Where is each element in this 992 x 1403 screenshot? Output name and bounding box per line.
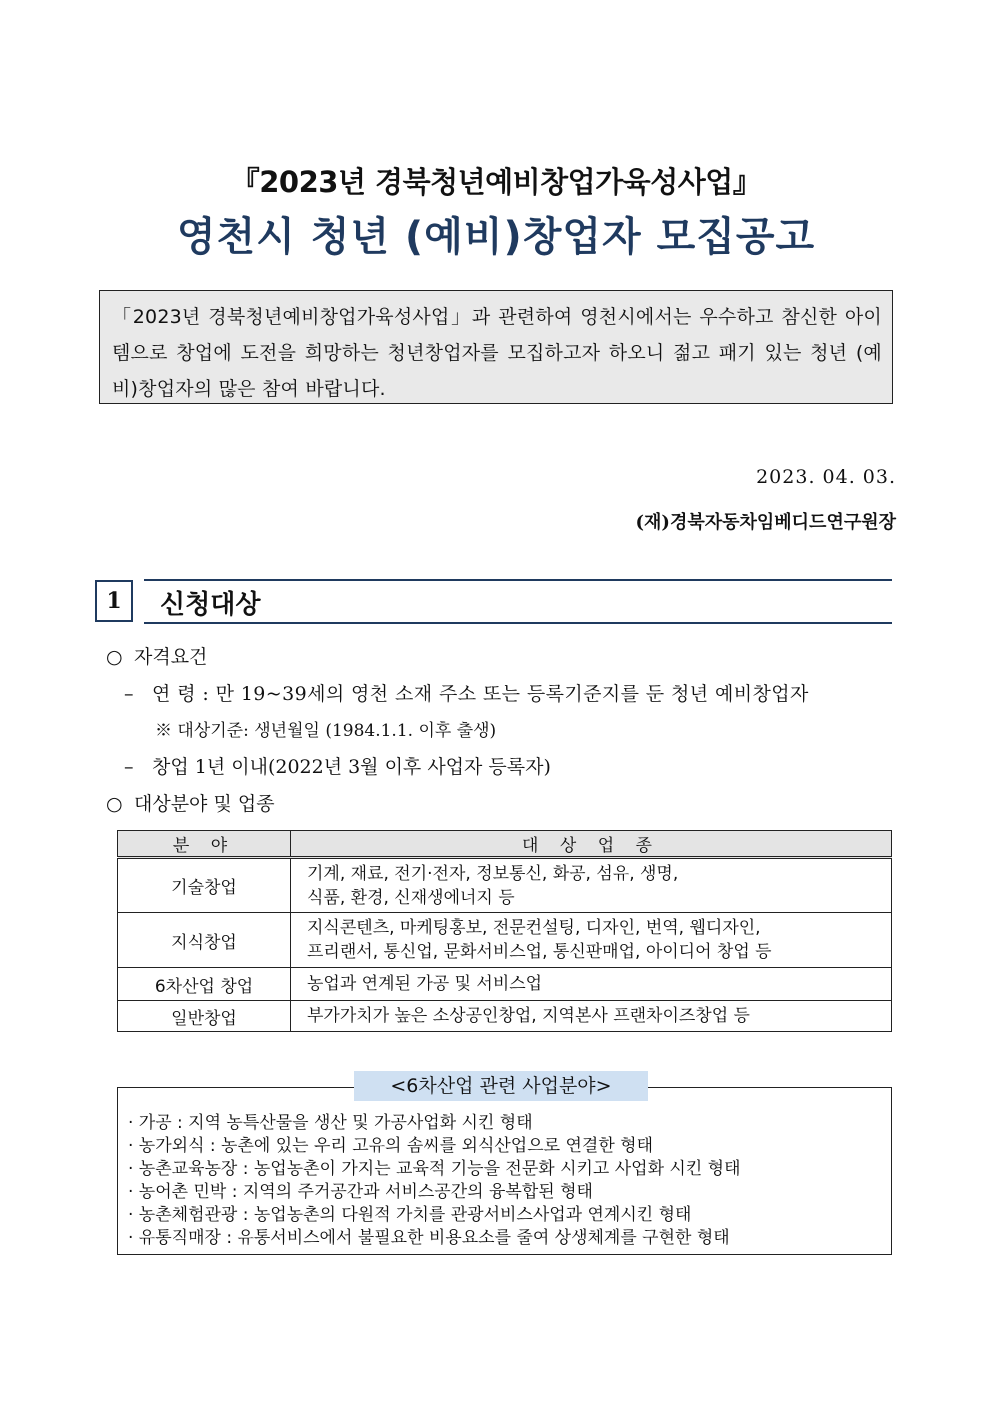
note-birthdate: ※ 대상기준: 생년월일 (1984.1.1. 이후 출생) bbox=[155, 721, 497, 741]
row-description bbox=[291, 858, 892, 913]
row-description bbox=[291, 913, 892, 968]
header-field: 분 야 bbox=[118, 831, 291, 858]
description-line: 농업과 연계된 가공 및 서비스업 bbox=[307, 974, 543, 994]
description-line: 지식콘텐츠, 마케팅홍보, 전문컨설팅, 디자인, 번역, 웹디자인, bbox=[307, 918, 761, 938]
business-fields-table bbox=[117, 830, 892, 1032]
list-item: · 가공 : 지역 농특산물을 생산 및 가공사업화 시킨 형태 bbox=[128, 1113, 533, 1133]
sixth-industry-box bbox=[117, 1087, 892, 1255]
table-row bbox=[118, 1001, 892, 1032]
section-number: 1 bbox=[95, 580, 133, 622]
header-industry: 대 상 업 종 bbox=[291, 831, 892, 858]
announcement-date: 2023. 04. 03. bbox=[756, 466, 896, 488]
row-category: 6차산업 창업 bbox=[118, 968, 291, 1001]
list-item: · 농촌교육농장 : 농업농촌이 가지는 교육적 기능을 전문화 시키고 사업화 시킨 형태 bbox=[128, 1159, 741, 1179]
dash-text: 연 령 : 만 19~39세의 영천 소재 주소 또는 등록기준지를 둔 청년 예비창업자 bbox=[152, 683, 809, 705]
row-category: 일반창업 bbox=[118, 1001, 291, 1032]
row-description bbox=[291, 968, 892, 1001]
document-title-line1: 『2023년 경북청년예비창업가육성사업』 bbox=[230, 165, 762, 199]
document-title-line2: 영천시 청년 (예비)창업자 모집공고 bbox=[176, 214, 816, 260]
description-line: 프리랜서, 통신업, 문화서비스업, 통신판매업, 아이디어 창업 등 bbox=[307, 942, 772, 962]
intro-box: 「2023년 경북청년예비창업가육성사업」과 관련하여 영천시에서는 우수하고 참신한 아이템으로 창업에 도전을 희망하는 청년창업자를 모집하고자 하오니 젊고 패기 있는 청년 (예비)창업자의 많은 참여 바랍니다. bbox=[99, 290, 893, 404]
dash-icon: – bbox=[124, 683, 134, 705]
bullet-fields bbox=[106, 789, 275, 816]
table-row bbox=[118, 913, 892, 968]
description-line: 부가가치가 높은 소상공인창업, 지역본사 프랜차이즈창업 등 bbox=[307, 1006, 750, 1026]
list-item: · 농어촌 민박 : 지역의 주거공간과 서비스공간의 융복합된 형태 bbox=[128, 1182, 593, 1202]
dash-icon: – bbox=[124, 756, 134, 778]
sixth-industry-title: <6차산업 관련 사업분야> bbox=[354, 1071, 648, 1101]
table-row bbox=[118, 858, 892, 913]
section-title: 신청대상 bbox=[160, 590, 261, 620]
circle-bullet-icon: ○ bbox=[106, 646, 123, 668]
issuing-organization: (재)경북자동차임베디드연구원장 bbox=[635, 512, 896, 533]
bullet-text: 대상분야 및 업종 bbox=[134, 793, 275, 815]
list-item: · 농촌체험관광 : 농업농촌의 다원적 가치를 관광서비스사업과 연계시킨 형태 bbox=[128, 1205, 692, 1225]
bullet-text: 자격요건 bbox=[134, 646, 208, 668]
list-item: · 농가외식 : 농촌에 있는 우리 고유의 솜씨를 외식산업으로 연결한 형태 bbox=[128, 1136, 653, 1156]
table-header-row bbox=[118, 831, 892, 858]
list-item: · 유통직매장 : 유통서비스에서 불필요한 비용요소를 줄여 상생체계를 구현한 형태 bbox=[128, 1228, 730, 1248]
table-row bbox=[118, 968, 892, 1001]
section-rule-top bbox=[144, 579, 892, 581]
bullet-eligibility bbox=[106, 642, 207, 669]
dash-age bbox=[124, 679, 809, 706]
circle-bullet-icon: ○ bbox=[106, 793, 123, 815]
dash-business-period bbox=[124, 752, 551, 779]
description-line: 기계, 재료, 전기·전자, 정보통신, 화공, 섬유, 생명, bbox=[307, 863, 679, 884]
dash-text: 창업 1년 이내(2022년 3월 이후 사업자 등록자) bbox=[152, 756, 551, 778]
description-line: 식품, 환경, 신재생에너지 등 bbox=[307, 887, 515, 908]
row-category: 지식창업 bbox=[118, 913, 291, 968]
section-rule-bottom bbox=[144, 622, 892, 624]
row-category: 기술창업 bbox=[118, 858, 291, 913]
row-description bbox=[291, 1001, 892, 1032]
